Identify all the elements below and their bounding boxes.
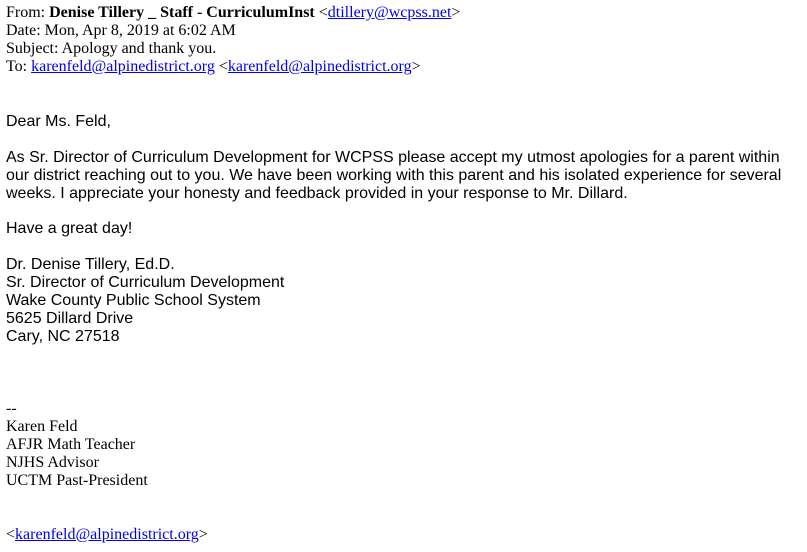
signature-role-1: NJHS Advisor xyxy=(6,454,99,471)
to-line: To: karenfeld@alpinedistrict.org <karenfeld@alpinedistrict.org> xyxy=(6,58,421,75)
to-email-link-2[interactable]: karenfeld@alpinedistrict.org xyxy=(227,58,412,75)
date-label: Date: xyxy=(6,22,41,39)
sender-organization: Wake County Public School System xyxy=(6,292,261,309)
closing: Have a great day! xyxy=(6,220,133,237)
sender-title: Sr. Director of Curriculum Development xyxy=(6,274,285,291)
date-value: Mon, Apr 8, 2019 at 6:02 AM xyxy=(44,22,236,39)
paragraph-line-3: weeks. I appreciate your honesty and feedback provided in your response to Mr. Dillard. xyxy=(6,185,628,202)
sender-name: Dr. Denise Tillery, Ed.D. xyxy=(6,256,175,273)
signature-title: AFJR Math Teacher xyxy=(6,436,136,453)
paragraph-line-2: our district reaching out to you. We have been working with this parent and his isolated experience for several xyxy=(6,167,782,184)
from-label: From: xyxy=(6,4,46,21)
subject-label: Subject: xyxy=(6,40,59,57)
paragraph-line-1: As Sr. Director of Curriculum Development for WCPSS please accept my utmost apologies for a parent within xyxy=(6,149,780,166)
signature-email-link[interactable]: karenfeld@alpinedistrict.org xyxy=(15,526,199,543)
to-email-link-1[interactable]: karenfeld@alpinedistrict.org xyxy=(31,58,215,75)
signature-email-line: <karenfeld@alpinedistrict.org> xyxy=(6,526,208,543)
from-name: Denise Tillery _ Staff - CurriculumInst xyxy=(49,4,315,21)
from-line: From: Denise Tillery _ Staff - CurriculumInst <dtillery@wcpss.net> xyxy=(6,4,461,21)
sender-city: Cary, NC 27518 xyxy=(6,328,120,345)
to-label: To: xyxy=(6,58,28,75)
subject-value: Apology and thank you. xyxy=(61,40,217,57)
from-email-link[interactable]: dtillery@wcpss.net xyxy=(327,4,452,21)
date-line xyxy=(6,22,236,40)
signature-role-2: UCTM Past-President xyxy=(6,472,148,489)
signature-separator: -- xyxy=(6,400,17,417)
greeting: Dear Ms. Feld, xyxy=(6,113,111,130)
sender-street: 5625 Dillard Drive xyxy=(6,310,134,327)
subject-line xyxy=(6,40,216,58)
signature-name: Karen Feld xyxy=(6,418,78,435)
